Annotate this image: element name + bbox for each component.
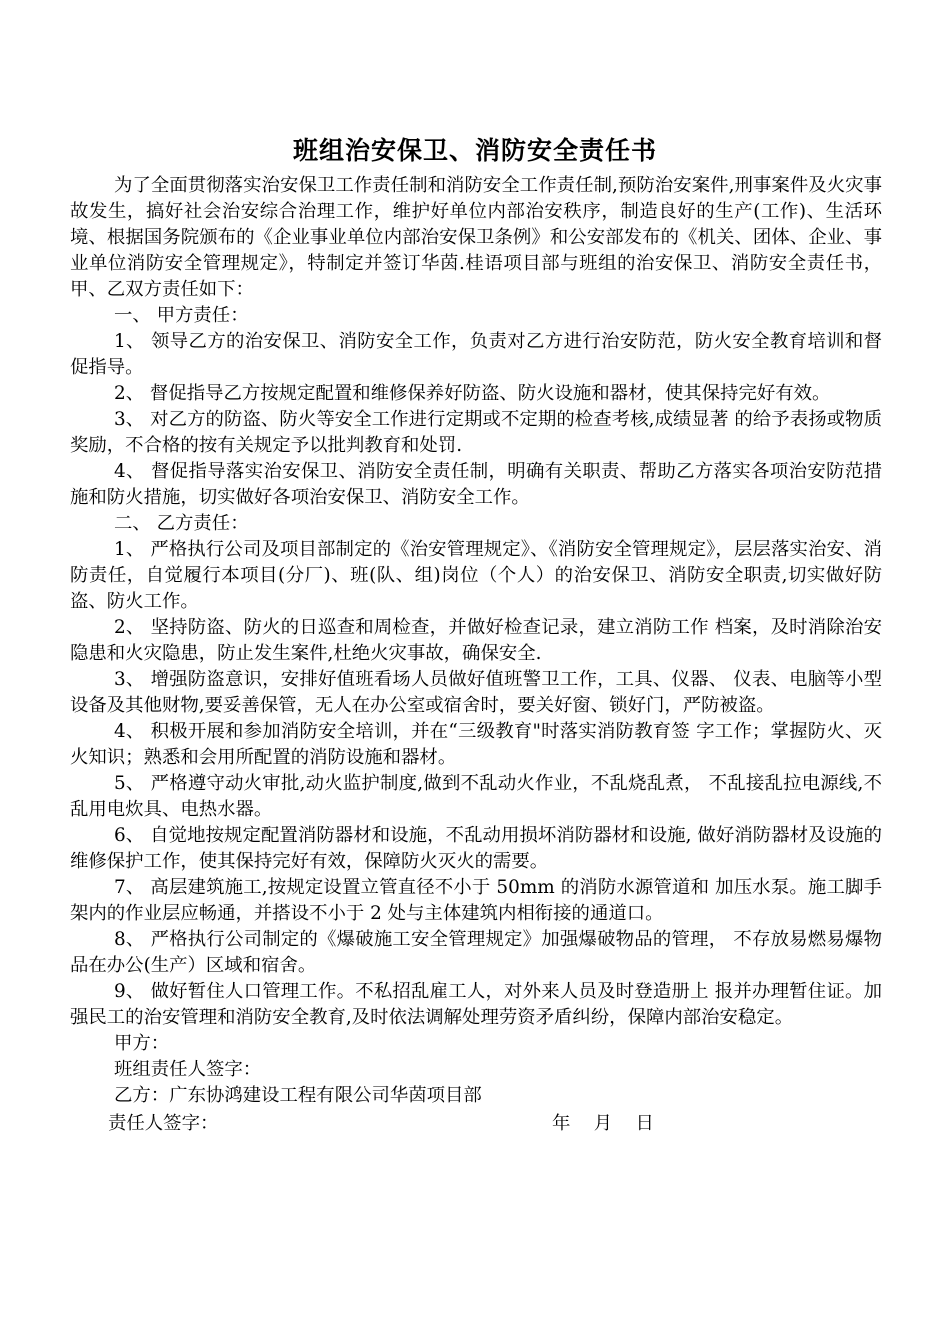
party-a-signature-label: 甲方： [114, 1033, 170, 1054]
party-b-item: 1、 严格执行公司及项目部制定的《治安管理规定》、《消防安全管理规定》，层层落实治安、消防责任，自觉履行本项目(分厂)、班(队、组)岗位（个人）的治安保卫、消防安全职责,切实做好防盗、防火工作。 [70, 539, 882, 612]
party-a-item: 4、 督促指导落实治安保卫、消防安全责任制，明确有关职责、帮助乙方落实各项治安防范措施和防火措施，切实做好各项治安保卫、消防安全工作。 [70, 461, 882, 508]
party-b-item: 9、 做好暂住人口管理工作。不私招乱雇工人，对外来人员及时登造册上 报并办理暂住证。加强民工的治安管理和消防安全教育,及时依法调解处理劳资矛盾纠纷，保障内部治安稳定。 [70, 981, 882, 1028]
party-a-heading: 一、 甲方责任： [114, 305, 249, 326]
party-a-item: 1、 领导乙方的治安保卫、消防安全工作，负责对乙方进行治安防范，防火安全教育培训和督促指导。 [70, 331, 882, 378]
party-b-item: 2、 坚持防盗、防火的日巡查和周检查，并做好检查记录，建立消防工作 档案，及时消除治安隐患和火灾隐患，防止发生案件,杜绝火灾事故，确保安全. [70, 617, 882, 664]
party-b-signature-label: 乙方：广东协鸿建设工程有限公司华茵项目部 [114, 1085, 482, 1106]
party-b-item: 3、 增强防盗意识，安排好值班看场人员做好值班警卫工作，工具、仪器、 仪表、电脑等小型设备及其他财物,要妥善保管，无人在办公室或宿舍时，要关好窗、锁好门，严防被盗。 [70, 669, 882, 716]
party-b-heading: 二、 乙方责任： [114, 513, 249, 534]
document-title: 班组治安保卫、消防安全责任书 [292, 136, 657, 165]
document-body [70, 173, 882, 1139]
party-b-item: 7、 高层建筑施工,按规定设置立管直径不小于 50mm 的消防水源管道和 加压水泵。施工脚手架内的作业层应畅通，并搭设不小于 2 处与主体建筑内相衔接的通道口。 [70, 877, 882, 924]
responsible-signature-line [70, 1109, 882, 1139]
party-b-item: 6、 自觉地按规定配置消防器材和设施，不乱动用损坏消防器材和设施, 做好消防器材及设施的维修保护工作，使其保持完好有效，保障防火灭火的需要。 [70, 825, 882, 872]
team-leader-signature-label: 班组责任人签字： [114, 1059, 262, 1080]
party-b-item: 5、 严格遵守动火审批,动火监护制度,做到不乱动火作业，不乱烧乱煮， 不乱接乱拉电源线,不乱用电炊具、电热水器。 [70, 773, 882, 820]
party-b-item: 4、 积极开展和参加消防安全培训，并在“三级教育"时落实消防教育签 字工作；掌握防火、灭火知识；熟悉和会用所配置的消防设施和器材。 [70, 721, 882, 768]
signature-date: 年 月 日 [552, 1113, 654, 1134]
responsible-signature-label: 责任人签字： [108, 1113, 219, 1134]
party-a-item: 3、 对乙方的防盗、防火等安全工作进行定期或不定期的检查考核,成绩显著 的给予表扬或物质奖励，不合格的按有关规定予以批判教育和处罚. [70, 409, 882, 456]
intro-paragraph: 为了全面贯彻落实治安保卫工作责任制和消防安全工作责任制,预防治安案件,刑事案件及火灾事故发生，搞好社会治安综合治理工作，维护好单位内部治安秩序，制造良好的生产(工作)、生活环境、根据国务院颁布的《企业事业单位内部治安保卫条例》和公安部发布的《机关、团体、企业、事业单位消防安全管理规定》，特制定并签订华茵.桂语项目部与班组的治安保卫、消防安全责任书，甲、乙双方责任如下： [70, 175, 882, 300]
party-a-item: 2、 督促指导乙方按规定配置和维修保养好防盗、防火设施和器材，使其保持完好有效。 [114, 383, 831, 404]
party-b-item: 8、 严格执行公司制定的《爆破施工安全管理规定》加强爆破物品的管理， 不存放易燃易爆物品在办公(生产）区域和宿舍。 [70, 929, 882, 976]
